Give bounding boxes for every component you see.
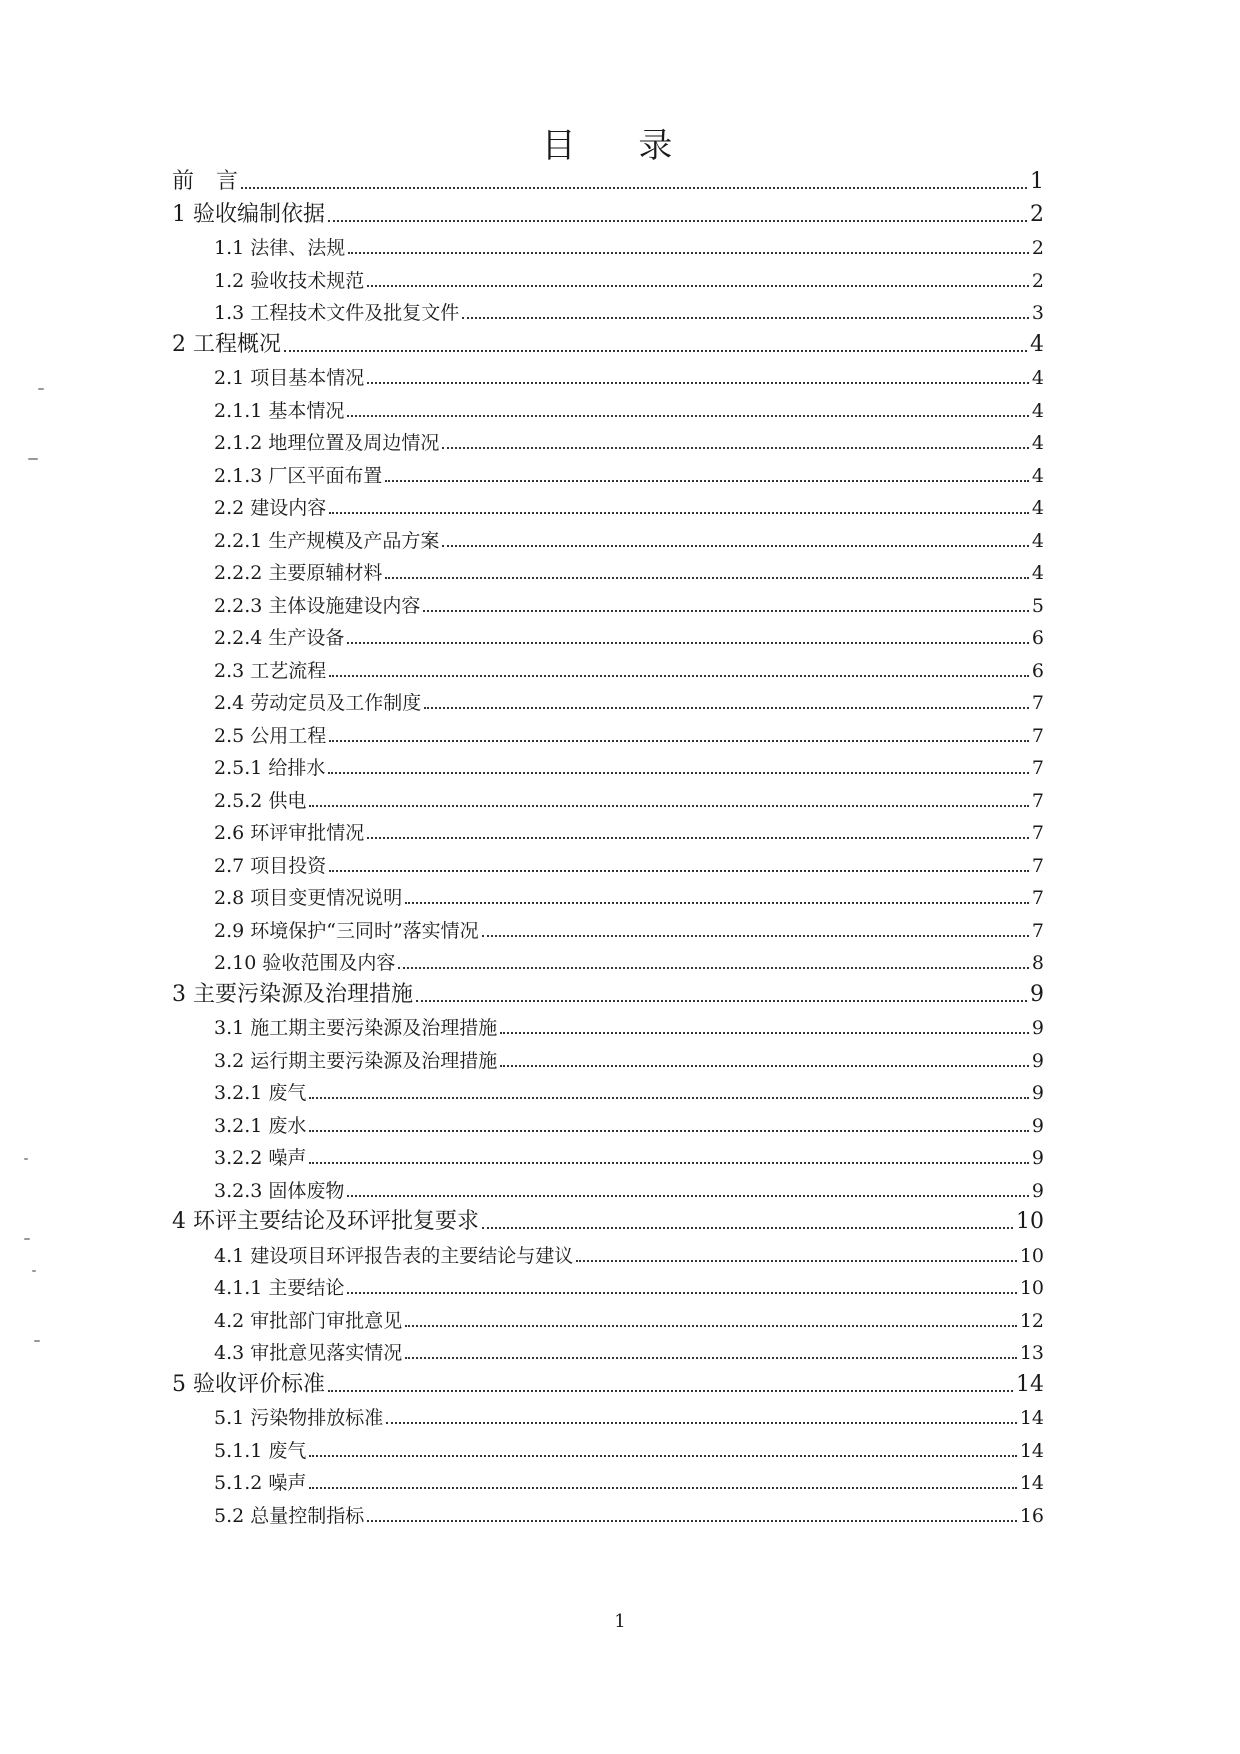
toc-dot-leader	[367, 837, 1029, 839]
toc-dot-leader	[500, 1032, 1029, 1034]
toc-entry-page: 4	[1030, 331, 1044, 357]
toc-dot-leader	[309, 1487, 1016, 1489]
toc-entry[interactable]	[214, 1336, 1044, 1366]
toc-dot-leader	[500, 1065, 1029, 1067]
toc-dot-leader	[241, 187, 1027, 189]
toc-entry[interactable]	[214, 621, 1044, 651]
toc-entry-label: 前 言	[172, 169, 239, 194]
toc-entry-label: 4.1 建设项目环评报告表的主要结论与建议	[214, 1244, 574, 1267]
page-number: 1	[614, 1611, 626, 1632]
toc-dot-leader	[309, 1130, 1029, 1132]
toc-entry-page: 2	[1031, 237, 1044, 259]
toc-entry-page: 14	[1019, 1472, 1044, 1494]
toc-entry-label: 2.7 项目投资	[214, 854, 327, 877]
toc-entry[interactable]	[214, 1076, 1044, 1106]
toc-entry-label: 2.2.2 主要原辅材料	[214, 562, 383, 584]
toc-dot-leader	[309, 1097, 1029, 1099]
toc-entry-label: 2.9 环境保护“三同时”落实情况	[214, 919, 479, 942]
toc-entry[interactable]	[214, 589, 1044, 619]
toc-entry-page: 7	[1031, 692, 1044, 714]
toc-entry[interactable]	[214, 524, 1044, 554]
toc-entry[interactable]	[214, 946, 1044, 976]
toc-entry[interactable]	[172, 1206, 1044, 1236]
toc-entry-label: 2.1.2 地理位置及周边情况	[214, 432, 440, 454]
toc-entry[interactable]	[214, 719, 1044, 749]
toc-entry[interactable]	[214, 491, 1044, 521]
scan-speck	[32, 1270, 36, 1272]
scan-speck	[38, 388, 44, 390]
toc-dot-leader	[405, 902, 1029, 904]
toc-dot-leader	[367, 1520, 1017, 1522]
toc-dot-leader	[386, 1422, 1017, 1424]
toc-entry[interactable]	[214, 816, 1044, 846]
toc-entry[interactable]	[214, 296, 1044, 326]
toc-entry[interactable]	[214, 849, 1044, 879]
toc-entry-label: 2.2.3 主体设施建设内容	[214, 594, 421, 617]
toc-entry-page: 5	[1031, 594, 1044, 617]
toc-dot-leader	[328, 220, 1027, 222]
toc-entry-page: 4	[1031, 432, 1044, 454]
toc-entry-page: 6	[1031, 659, 1044, 682]
toc-dot-leader	[348, 252, 1029, 254]
page-title: 目 录	[541, 126, 699, 166]
toc-dot-leader	[482, 1227, 1013, 1229]
toc-dot-leader	[385, 480, 1029, 482]
toc-entry-label: 5.2 总量控制指标	[214, 1504, 365, 1527]
toc-entry-label: 4 环评主要结论及环评批复要求	[172, 1209, 479, 1234]
toc-dot-leader	[398, 967, 1029, 969]
toc-dot-leader	[416, 1000, 1027, 1002]
toc-entry-label: 5.1.2 噪声	[214, 1472, 307, 1494]
toc-entry-label: 2.6 环评审批情况	[214, 822, 365, 844]
toc-entry[interactable]	[214, 1466, 1044, 1496]
toc-entry[interactable]	[214, 361, 1044, 391]
toc-entry-page: 7	[1031, 887, 1044, 909]
toc-entry[interactable]	[172, 166, 1044, 196]
toc-dot-leader	[576, 1260, 1017, 1262]
toc-entry-page: 2	[1031, 269, 1044, 292]
toc-entry-label: 3.2 运行期主要污染源及治理措施	[214, 1049, 498, 1072]
toc-entry-page: 9	[1031, 1179, 1044, 1202]
toc-entry-page: 1	[1030, 169, 1044, 194]
toc-dot-leader	[347, 415, 1029, 417]
toc-entry[interactable]	[214, 1499, 1044, 1529]
toc-entry-label: 3.1 施工期主要污染源及治理措施	[214, 1017, 498, 1039]
toc-entry[interactable]	[214, 459, 1044, 489]
toc-entry[interactable]	[214, 1174, 1044, 1204]
toc-entry[interactable]	[214, 264, 1044, 294]
toc-entry-label: 5 验收评价标准	[172, 1371, 325, 1397]
toc-dot-leader	[329, 512, 1029, 514]
toc-entry-label: 1.1 法律、法规	[214, 237, 346, 259]
toc-dot-leader	[347, 642, 1029, 644]
toc-entry-label: 1.3 工程技术文件及批复文件	[214, 302, 460, 324]
toc-entry-label: 2 工程概况	[172, 331, 281, 357]
toc-dot-leader	[284, 350, 1027, 352]
toc-entry-label: 2.1 项目基本情况	[214, 367, 365, 389]
toc-entry-page: 14	[1019, 1439, 1044, 1462]
toc-entry-label: 4.3 审批意见落实情况	[214, 1342, 403, 1364]
toc-entry-label: 3.2.1 废水	[214, 1114, 307, 1137]
toc-dot-leader	[442, 447, 1029, 449]
toc-entry-label: 5.1 污染物排放标准	[214, 1407, 384, 1429]
toc-dot-leader	[329, 870, 1029, 872]
toc-entry[interactable]	[214, 881, 1044, 911]
toc-entry-label: 1.2 验收技术规范	[214, 269, 365, 292]
scan-speck	[24, 1238, 30, 1240]
toc-entry-label: 2.2 建设内容	[214, 497, 327, 519]
toc-entry-label: 2.1.3 厂区平面布置	[214, 464, 383, 487]
toc-entry[interactable]	[214, 1304, 1044, 1334]
toc-entry-label: 3 主要污染源及治理措施	[172, 981, 413, 1007]
toc-entry-page: 2	[1030, 201, 1044, 227]
toc-entry-label: 3.2.2 噪声	[214, 1147, 307, 1169]
toc-dot-leader	[329, 675, 1029, 677]
toc-entry-page: 16	[1019, 1504, 1044, 1527]
toc-dot-leader	[329, 740, 1029, 742]
toc-entry-page: 7	[1031, 724, 1044, 747]
toc-entry[interactable]	[214, 1271, 1044, 1301]
toc-entry-label: 4.2 审批部门审批意见	[214, 1309, 403, 1332]
toc-entry[interactable]	[214, 1141, 1044, 1171]
toc-entry-page: 10	[1016, 1209, 1044, 1234]
toc-entry-page: 4	[1031, 562, 1044, 584]
toc-entry-page: 4	[1031, 464, 1044, 487]
toc-entry-label: 2.5.2 供电	[214, 789, 307, 812]
toc-entry[interactable]	[214, 1239, 1044, 1269]
toc-entry[interactable]	[214, 751, 1044, 781]
toc-entry[interactable]	[214, 1011, 1044, 1041]
toc-entry-page: 8	[1031, 952, 1044, 974]
toc-entry-page: 9	[1031, 1147, 1044, 1169]
toc-entry[interactable]	[214, 426, 1044, 456]
toc-entry[interactable]	[214, 1434, 1044, 1464]
toc-entry[interactable]	[214, 1109, 1044, 1139]
toc-entry-page: 4	[1031, 399, 1044, 422]
toc-entry-page: 7	[1031, 854, 1044, 877]
toc-dot-leader	[405, 1325, 1017, 1327]
toc-entry-label: 2.5.1 给排水	[214, 757, 326, 779]
toc-entry[interactable]	[214, 556, 1044, 586]
toc-entry-page: 14	[1019, 1407, 1044, 1429]
toc-dot-leader	[462, 317, 1029, 319]
toc-dot-leader	[482, 935, 1029, 937]
toc-dot-leader	[328, 1390, 1013, 1392]
toc-dot-leader	[309, 1455, 1016, 1457]
toc-entry[interactable]	[172, 199, 1044, 229]
toc-entry-label: 2.4 劳动定员及工作制度	[214, 692, 422, 714]
toc-entry[interactable]	[214, 1401, 1044, 1431]
toc-dot-leader	[309, 805, 1029, 807]
toc-entry-label: 4.1.1 主要结论	[214, 1277, 345, 1299]
toc-entry-page: 7	[1031, 822, 1044, 844]
toc-entry[interactable]	[214, 914, 1044, 944]
toc-entry-page: 9	[1031, 1082, 1044, 1104]
toc-entry[interactable]	[172, 979, 1044, 1009]
toc-entry-page: 4	[1031, 367, 1044, 389]
toc-entry-page: 10	[1019, 1277, 1044, 1299]
toc-entry-label: 2.10 验收范围及内容	[214, 952, 396, 974]
scan-speck	[24, 1158, 28, 1160]
toc-entry-page: 7	[1031, 919, 1044, 942]
scan-speck	[34, 1340, 40, 1342]
toc-entry-page: 6	[1031, 627, 1044, 649]
toc-entry-page: 4	[1031, 529, 1044, 552]
toc-entry-label: 2.1.1 基本情况	[214, 399, 345, 422]
toc-dot-leader	[309, 1162, 1029, 1164]
toc-entry-page: 7	[1031, 757, 1044, 779]
toc-entry-label: 5.1.1 废气	[214, 1439, 307, 1462]
toc-entry-page: 7	[1031, 789, 1044, 812]
toc-entry-label: 2.2.4 生产设备	[214, 627, 345, 649]
toc-entry-page: 14	[1016, 1371, 1044, 1397]
toc-entry[interactable]	[172, 329, 1044, 359]
toc-entry-page: 3	[1031, 302, 1044, 324]
toc-dot-leader	[385, 577, 1029, 579]
toc-entry-page: 4	[1031, 497, 1044, 519]
toc-entry[interactable]	[214, 686, 1044, 716]
toc-dot-leader	[424, 707, 1029, 709]
toc-entry-label: 2.2.1 生产规模及产品方案	[214, 529, 440, 552]
toc-dot-leader	[347, 1292, 1016, 1294]
toc-dot-leader	[442, 545, 1029, 547]
toc-dot-leader	[367, 285, 1029, 287]
toc-dot-leader	[328, 772, 1029, 774]
toc-entry-page: 9	[1031, 1114, 1044, 1137]
toc-entry-page: 9	[1031, 1017, 1044, 1039]
toc-entry-label: 3.2.1 废气	[214, 1082, 307, 1104]
toc-dot-leader	[423, 610, 1029, 612]
toc-entry[interactable]	[214, 231, 1044, 261]
toc-entry-page: 9	[1031, 1049, 1044, 1072]
toc-entry-label: 1 验收编制依据	[172, 201, 325, 227]
toc-entry[interactable]	[214, 394, 1044, 424]
toc-dot-leader	[347, 1195, 1029, 1197]
toc-entry-label: 3.2.3 固体废物	[214, 1179, 345, 1202]
toc-entry[interactable]	[172, 1369, 1044, 1399]
toc-entry-page: 9	[1030, 981, 1044, 1007]
toc-entry[interactable]	[214, 654, 1044, 684]
toc-entry-label: 2.5 公用工程	[214, 724, 327, 747]
toc-dot-leader	[405, 1357, 1017, 1359]
toc-entry-page: 12	[1019, 1309, 1044, 1332]
toc-entry[interactable]	[214, 1044, 1044, 1074]
toc-dot-leader	[367, 382, 1029, 384]
scan-speck	[28, 458, 38, 460]
toc-entry-page: 13	[1019, 1342, 1044, 1364]
toc-entry-page: 10	[1019, 1244, 1044, 1267]
toc-entry-label: 2.3 工艺流程	[214, 659, 327, 682]
toc-entry-label: 2.8 项目变更情况说明	[214, 887, 403, 909]
toc-entry[interactable]	[214, 784, 1044, 814]
